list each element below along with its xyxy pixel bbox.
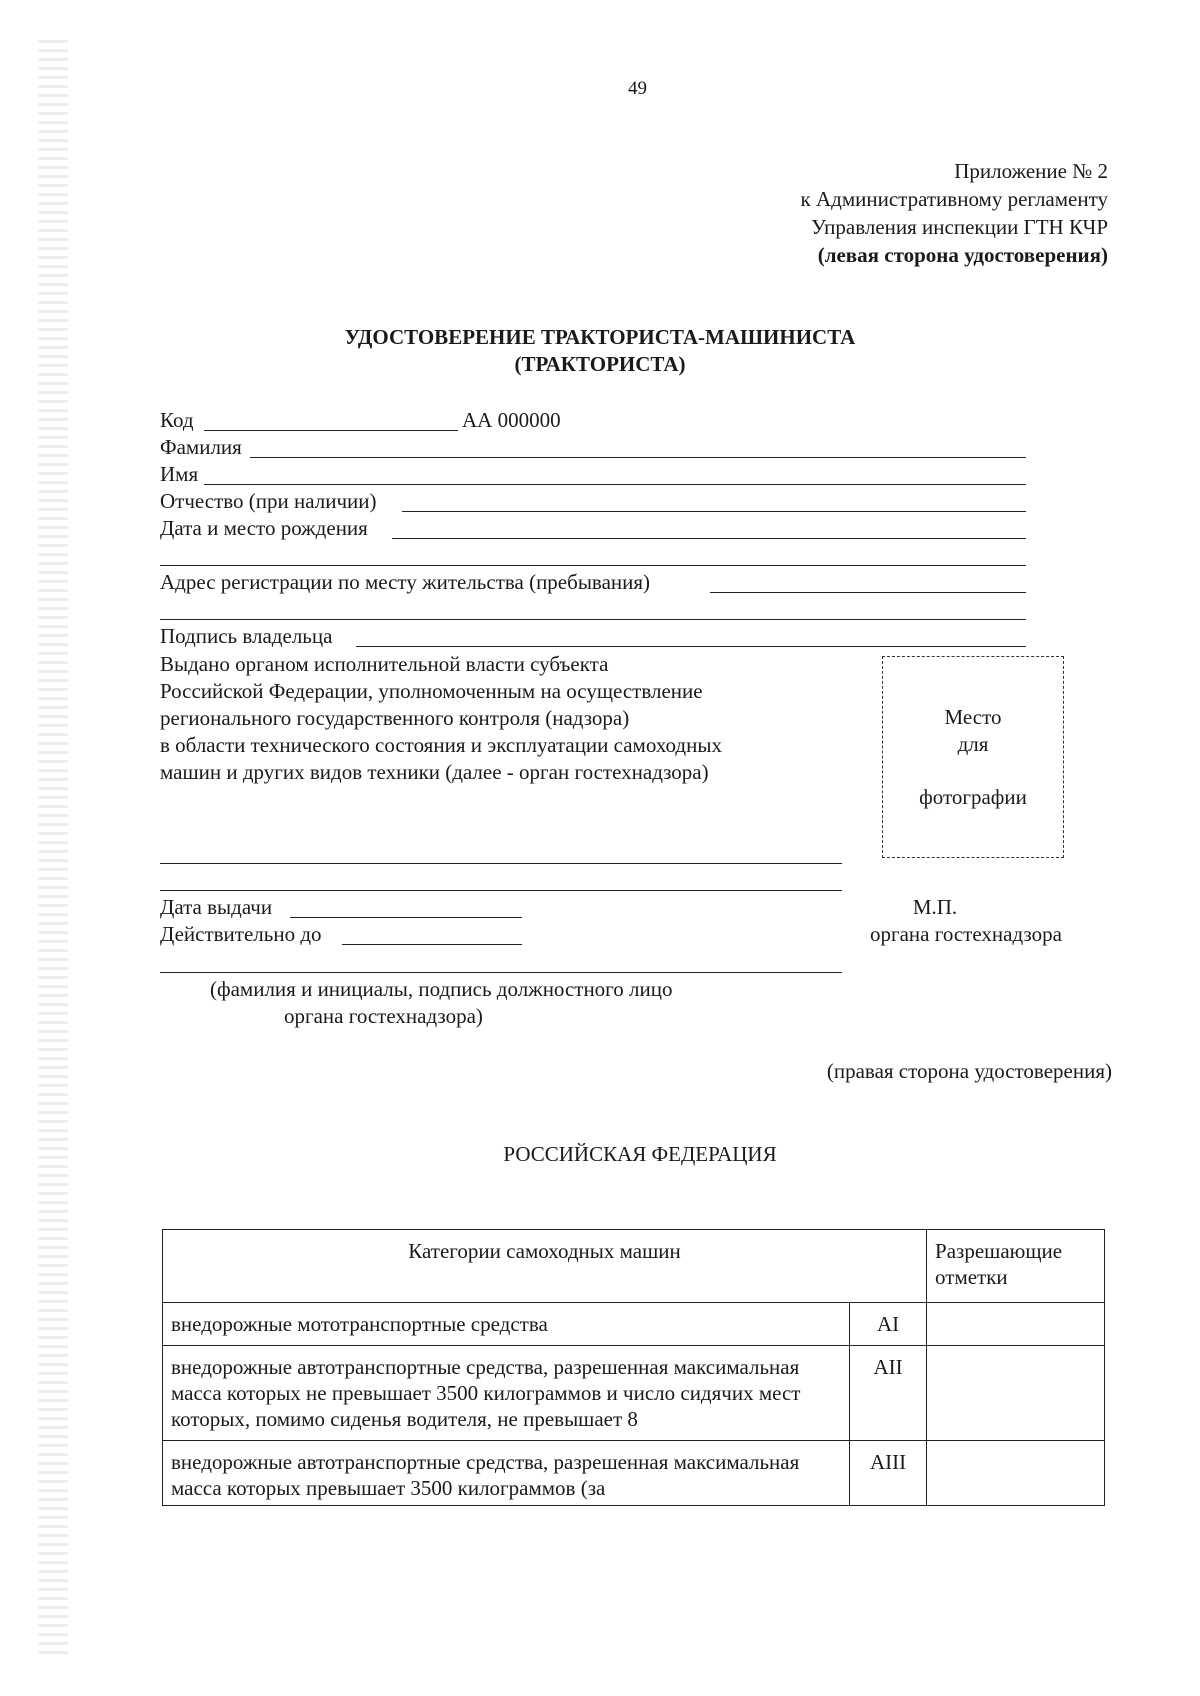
appendix-line-1: Приложение № 2 bbox=[954, 159, 1108, 183]
permission-mark-cell bbox=[927, 1346, 1105, 1441]
category-code: AI bbox=[850, 1303, 927, 1346]
photo-label-1: Место bbox=[944, 705, 1002, 729]
permission-mark-cell bbox=[927, 1303, 1105, 1346]
code-label: Код bbox=[160, 408, 194, 432]
title-line-1: УДОСТОВЕРЕНИЕ ТРАКТОРИСТА-МАШИНИСТА bbox=[344, 325, 856, 349]
official-caption-1: (фамилия и инициалы, подпись должностного лицо bbox=[210, 977, 673, 1001]
issuer-underline-1 bbox=[160, 863, 842, 864]
name-label: Имя bbox=[160, 462, 199, 486]
patronymic-underline bbox=[402, 511, 1026, 512]
blank-underline-2 bbox=[160, 619, 1026, 620]
country-heading: РОССИЙСКАЯ ФЕДЕРАЦИЯ bbox=[503, 1142, 777, 1166]
code-value: АА 000000 bbox=[462, 408, 561, 432]
table-row bbox=[163, 1346, 1105, 1441]
table-row bbox=[163, 1303, 1105, 1346]
name-underline bbox=[204, 484, 1026, 485]
table-header-row bbox=[163, 1230, 1105, 1303]
issued-by-line-3: регионального государственного контроля (надзора) bbox=[160, 706, 630, 730]
photo-label-2: для bbox=[957, 732, 989, 756]
patronymic-label: Отчество (при наличии) bbox=[160, 489, 377, 513]
table-row bbox=[163, 1441, 1105, 1506]
signature-underline bbox=[356, 646, 1026, 647]
category-code: AII bbox=[850, 1346, 927, 1441]
official-underline bbox=[160, 972, 842, 973]
title-line-2: (ТРАКТОРИСТА) bbox=[514, 352, 686, 376]
code-underline bbox=[204, 430, 458, 431]
signature-label: Подпись владельца bbox=[160, 624, 333, 648]
categories-table bbox=[162, 1229, 1105, 1506]
scan-edge-artifact bbox=[38, 40, 68, 1660]
valid-until-label: Действительно до bbox=[160, 922, 322, 946]
address-underline bbox=[710, 592, 1026, 593]
photo-label-3: фотографии bbox=[919, 785, 1027, 809]
address-label: Адрес регистрации по месту жительства (пребывания) bbox=[160, 570, 651, 594]
category-text: внедорожные мототранспортные средства bbox=[163, 1303, 850, 1346]
stamp-label: М.П. bbox=[912, 895, 958, 919]
page-number: 49 bbox=[628, 78, 647, 99]
photo-placeholder-box bbox=[882, 656, 1064, 858]
category-code: AIII bbox=[850, 1441, 927, 1506]
birth-label: Дата и место рождения bbox=[160, 516, 368, 540]
category-text: внедорожные автотранспортные средства, разрешенная максимальная масса которых превышает 3500 килограммов (за bbox=[163, 1441, 850, 1506]
birth-underline bbox=[392, 538, 1026, 539]
category-text: внедорожные автотранспортные средства, разрешенная максимальная масса которых не превышает 3500 килограммов и число сидячих мест которых, помимо сиденья водителя, не превышает 8 bbox=[163, 1346, 850, 1441]
official-caption-2: органа гостехнадзора) bbox=[284, 1004, 483, 1028]
issuer-underline-2 bbox=[160, 890, 842, 891]
stamp-organ-label: органа гостехнадзора bbox=[870, 922, 1062, 946]
valid-until-underline bbox=[342, 944, 522, 945]
issued-by-line-1: Выдано органом исполнительной власти субъекта bbox=[160, 652, 609, 676]
surname-label: Фамилия bbox=[160, 435, 242, 459]
permission-mark-cell bbox=[927, 1441, 1105, 1506]
issued-by-line-2: Российской Федерации, уполномоченным на осуществление bbox=[160, 679, 703, 703]
surname-underline bbox=[250, 457, 1026, 458]
issue-date-label: Дата выдачи bbox=[160, 895, 273, 919]
header-marks: Разрешающие отметки bbox=[927, 1230, 1105, 1303]
issued-by-line-5: машин и других видов техники (далее - орган гостехнадзора) bbox=[160, 760, 709, 784]
appendix-line-4: (левая сторона удостоверения) bbox=[817, 243, 1108, 267]
appendix-line-2: к Административному регламенту bbox=[800, 187, 1108, 211]
header-categories: Категории самоходных машин bbox=[163, 1230, 927, 1303]
appendix-line-3: Управления инспекции ГТН КЧР bbox=[811, 215, 1108, 239]
right-side-label: (правая сторона удостоверения) bbox=[826, 1059, 1112, 1083]
issued-by-line-4: в области технического состояния и эксплуатации самоходных bbox=[160, 733, 722, 757]
blank-underline-1 bbox=[160, 565, 1026, 566]
